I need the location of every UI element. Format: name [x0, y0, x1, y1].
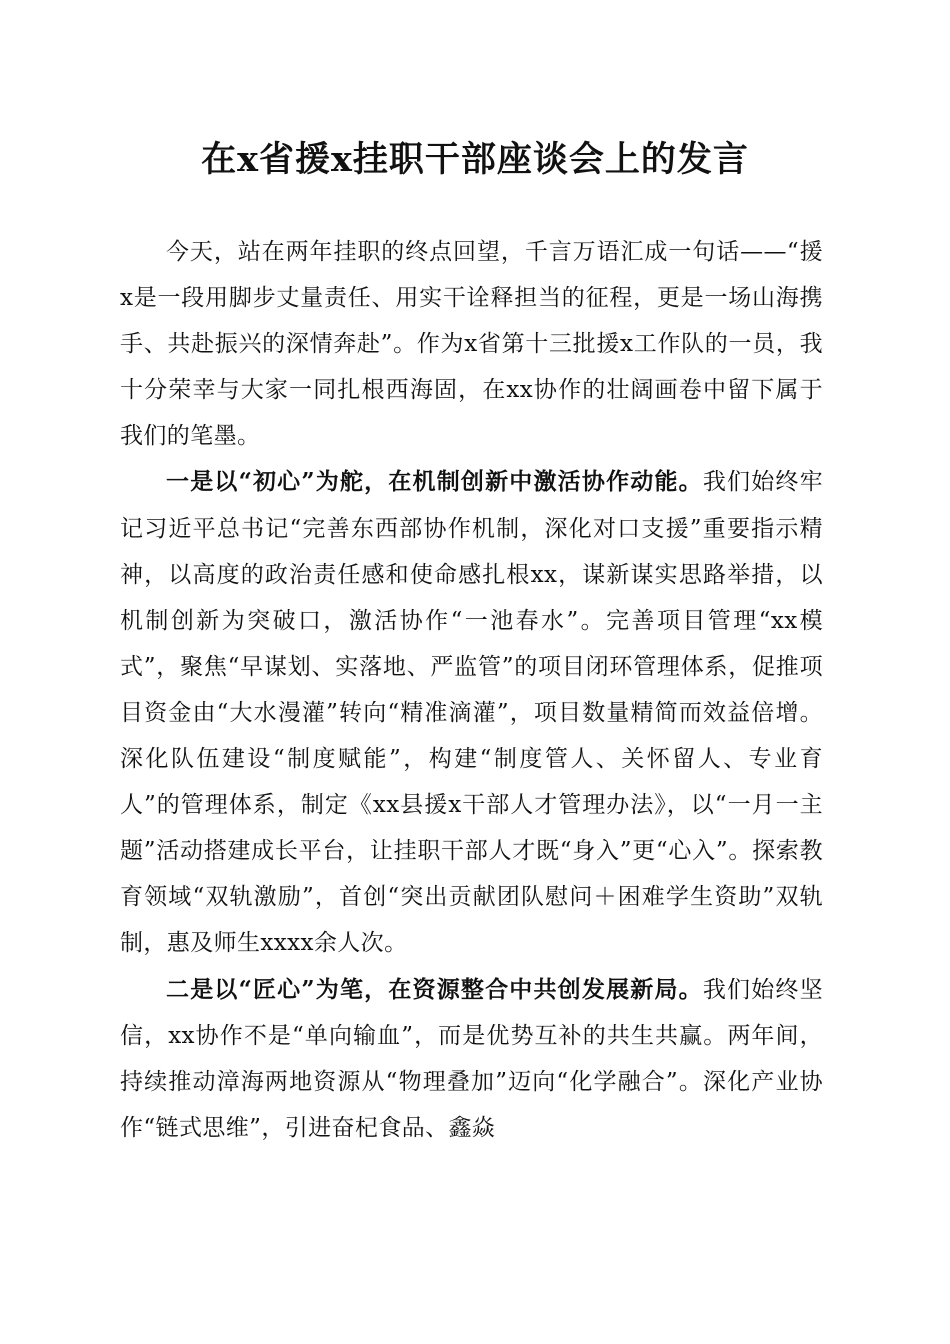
paragraph-text: 我们始终牢记习近平总书记“完善东西部协作机制，深化对口支援”重要指示精神，以高度的政治责任感和使命感扎根xx，谋新谋实思路举措，以机制创新为突破口，激活协作“一池春水”。完善项目管理“xx模式”，聚焦“早谋划、实落地、严监管”的项目闭环管理体系，促推项目资金由“大水漫灌”转向“精准滴灌”，项目数量精简而效益倍增。深化队伍建设“制度赋能”，构建“制度管人、关怀留人、专业育人”的管理体系，制定《xx县援x干部人才管理办法》，以“一月一主题”活动搭建成长平台，让挂职干部人才既“身入”更“心入”。探索教育领域“双轨激励”，首创“突出贡献团队慰问＋困难学生资助”双轨制，惠及师生xxxx余人次。 [120, 469, 823, 957]
paragraph-point-two [120, 967, 823, 1151]
paragraph-lead: 二是以“匠心”为笔，在资源整合中共创发展新局。 [166, 975, 703, 1003]
paragraph-intro [120, 229, 823, 459]
paragraph-point-one [120, 459, 823, 966]
paragraph-lead: 一是以“初心”为舵，在机制创新中激活协作动能。 [166, 468, 703, 496]
document-body [120, 229, 823, 1151]
paragraph-text: 今天，站在两年挂职的终点回望，千言万语汇成一句话——“援x是一段用脚步丈量责任、用实干诠释担当的征程，更是一场山海携手、共赴振兴的深情奔赴”。作为x省第十三批援x工作队的一员，我十分荣幸与大家一同扎根西海固，在xx协作的壮阔画卷中留下属于我们的笔墨。 [120, 239, 823, 450]
paragraph-text: 我们始终坚信，xx协作不是“单向输血”，而是优势互补的共生共赢。两年间，持续推动漳海两地资源从“物理叠加”迈向“化学融合”。深化产业协作“链式思维”，引进奋杞食品、鑫焱 [120, 976, 823, 1141]
page-title: 在x省援x挂职干部座谈会上的发言 [201, 139, 749, 180]
